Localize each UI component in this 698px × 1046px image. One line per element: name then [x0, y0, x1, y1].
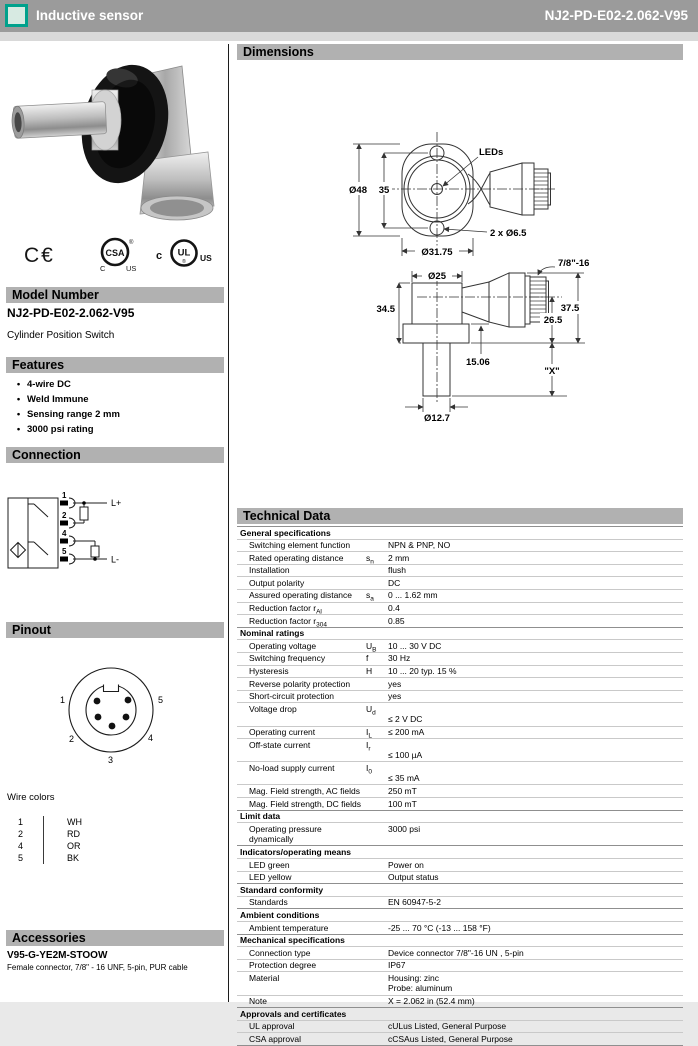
pinout-label: 3: [108, 755, 114, 765]
tech-row: Connection type Device connector 7/8"-16 UN , 5-pin: [237, 946, 683, 959]
feature-item: • Sensing range 2 mm: [16, 409, 120, 420]
sensor-symbol-icon: [11, 543, 26, 558]
section-model-number: Model Number: [6, 287, 224, 303]
pinout-label: 1: [60, 695, 66, 705]
tech-row: Off-state current $I_r$ ≤ 100 µA: [237, 738, 683, 761]
dim-holes: 2 x Ø6.5: [490, 228, 527, 239]
feature-item: • 3000 psi rating: [16, 424, 94, 435]
feature-item: • 4-wire DC: [16, 379, 71, 390]
svg-text:UL: UL: [177, 247, 191, 259]
tech-section-row: Ambient conditions: [237, 908, 683, 921]
tech-row: Operating pressure dynamically 3000 psi: [237, 822, 683, 845]
leds-label: LEDs: [479, 147, 504, 158]
header-model-number: NJ2-PD-E02-2.062-V95: [544, 8, 688, 23]
section-pinout: Pinout: [6, 622, 224, 638]
feature-item: • Weld Immune: [16, 394, 89, 405]
technical-data-table: [237, 526, 683, 1046]
tech-row: No-load supply current $I_0$ ≤ 35 mA: [237, 761, 683, 784]
probe-tube: [11, 102, 107, 139]
tech-row: Installation flush: [237, 564, 683, 577]
tech-row: Reduction factor $r_{304}$ 0.85: [237, 614, 683, 627]
wire-row: 4 OR: [18, 841, 81, 851]
wire-row: 2 RD: [18, 829, 80, 839]
tech-row: Note X = 2.062 in (52.4 mm): [237, 995, 683, 1008]
tech-section-row: Approvals and certificates: [237, 1007, 683, 1020]
tech-row: Reverse polarity protection yes: [237, 677, 683, 690]
pinout-label: 5: [158, 695, 164, 705]
l-minus-label: L-: [111, 554, 120, 565]
section-connection: Connection: [6, 447, 224, 463]
ce-mark-icon: C€: [24, 244, 55, 267]
tech-row: Mag. Field strength, DC fields 100 mT: [237, 797, 683, 810]
tech-row: Switching frequency f 30 Hz: [237, 652, 683, 665]
brand-square-icon: [5, 4, 28, 27]
tech-section-row: Limit data: [237, 810, 683, 823]
keyway-notch: [104, 683, 119, 691]
tech-section-row: Indicators/operating means: [237, 845, 683, 858]
dim-1506: 15.06: [466, 357, 490, 368]
tech-row: Assured operating distance $s_a$ 0 ... 1.62 mm: [237, 589, 683, 602]
connection-diagram: [7, 490, 222, 574]
connector-pins: [94, 697, 132, 730]
features-list: [10, 377, 220, 437]
product-category: Inductive sensor: [36, 8, 144, 23]
pin-label: 4: [62, 529, 67, 538]
svg-text:c: c: [156, 250, 163, 262]
dim-dia25: Ø25: [428, 271, 446, 282]
ul-logo-icon: [156, 241, 212, 266]
dim-35: 35: [378, 185, 390, 196]
header-divider-strip: [0, 32, 698, 41]
tech-row: Protection degree IP67: [237, 959, 683, 972]
page-header: [0, 0, 698, 32]
certification-logos: [10, 236, 215, 278]
tech-section-row: Nominal ratings: [237, 627, 683, 640]
section-accessories: Accessories: [6, 930, 224, 946]
tech-row: Rated operating distance $s_n$ 2 mm: [237, 551, 683, 564]
tech-row: Reduction factor $r_{Al}$ 0.4: [237, 602, 683, 615]
dim-265: 26.5: [543, 315, 563, 326]
l-plus-label: L+: [111, 498, 122, 508]
tech-row: Material Housing: zinc Probe: aluminum: [237, 971, 683, 994]
section-features: Features: [6, 357, 224, 373]
dim-dia3175: Ø31.75: [421, 247, 453, 258]
tech-row: Standards EN 60947-5-2: [237, 896, 683, 909]
section-dimensions: Dimensions: [237, 44, 683, 60]
tech-section-row: General specifications: [237, 526, 683, 539]
pinout-label: 2: [69, 734, 75, 744]
column-divider: [228, 44, 229, 1002]
tech-row: LED green Power on: [237, 858, 683, 871]
tech-row: Short-circuit protection yes: [237, 690, 683, 703]
tech-section-row: Mechanical specifications: [237, 934, 683, 947]
csa-logo-icon: [100, 239, 136, 273]
svg-text:US: US: [126, 264, 137, 273]
model-number: NJ2-PD-E02-2.062-V95: [7, 306, 135, 320]
dim-345: 34.5: [376, 304, 395, 315]
accessory-description: Female connector, 7/8" - 16 UNF, 5-pin, PUR cable: [7, 963, 188, 972]
svg-text:®: ®: [182, 259, 186, 265]
tech-section-row: Standard conformity: [237, 883, 683, 896]
tech-row: LED yellow Output status: [237, 871, 683, 884]
pin-label: 1: [62, 491, 67, 500]
side-view: [403, 273, 562, 402]
dimension-drawing: [237, 70, 683, 470]
dim-thread: 7/8"-16: [558, 258, 590, 269]
tech-row: Voltage drop $U_d$ ≤ 2 V DC: [237, 702, 683, 725]
tech-row: Hysteresis H 10 ... 20 typ. 15 %: [237, 665, 683, 678]
side-view-dimension-lines: [399, 267, 585, 412]
svg-text:CSA: CSA: [105, 248, 125, 258]
section-technical-data: Technical Data: [237, 508, 683, 524]
tech-row: Operating current $I_L$ ≤ 200 mA: [237, 726, 683, 739]
accessory-part-number: V95-G-YE2M-STOOW: [7, 950, 108, 961]
wire-row: 1 WH: [18, 817, 82, 827]
wire-colors-table: [7, 816, 157, 864]
tech-row: Output polarity DC: [237, 576, 683, 589]
model-description: Cylinder Position Switch: [7, 330, 115, 341]
dim-dia127: Ø12.7: [424, 413, 450, 424]
tech-row: Ambient temperature -25 ... 70 °C (-13 ... 158 °F): [237, 921, 683, 934]
dim-dia48: Ø48: [349, 185, 367, 196]
svg-text:C: C: [100, 264, 106, 273]
svg-text:®: ®: [129, 240, 134, 246]
pinout-diagram: [40, 660, 185, 768]
tech-row: CSA approval cCSAus Listed, General Purpose: [237, 1032, 683, 1045]
front-view: [385, 132, 557, 252]
tech-row: Operating voltage $U_B$ 10 ... 30 V DC: [237, 639, 683, 652]
wire-colors-title: Wire colors: [7, 792, 55, 803]
pin-label: 5: [62, 547, 67, 556]
tech-row: Switching element function NPN & PNP, NO: [237, 539, 683, 552]
dim-x: "X": [544, 366, 560, 377]
pinout-label: 4: [148, 733, 154, 743]
pin-label: 2: [62, 511, 67, 520]
product-photo: [10, 48, 215, 234]
wire-row: 5 BK: [18, 853, 80, 863]
dim-375: 37.5: [560, 303, 580, 314]
tech-row: Mag. Field strength, AC fields 250 mT: [237, 784, 683, 797]
svg-text:US: US: [200, 253, 212, 263]
tech-row: UL approval cULus Listed, General Purpose: [237, 1020, 683, 1033]
